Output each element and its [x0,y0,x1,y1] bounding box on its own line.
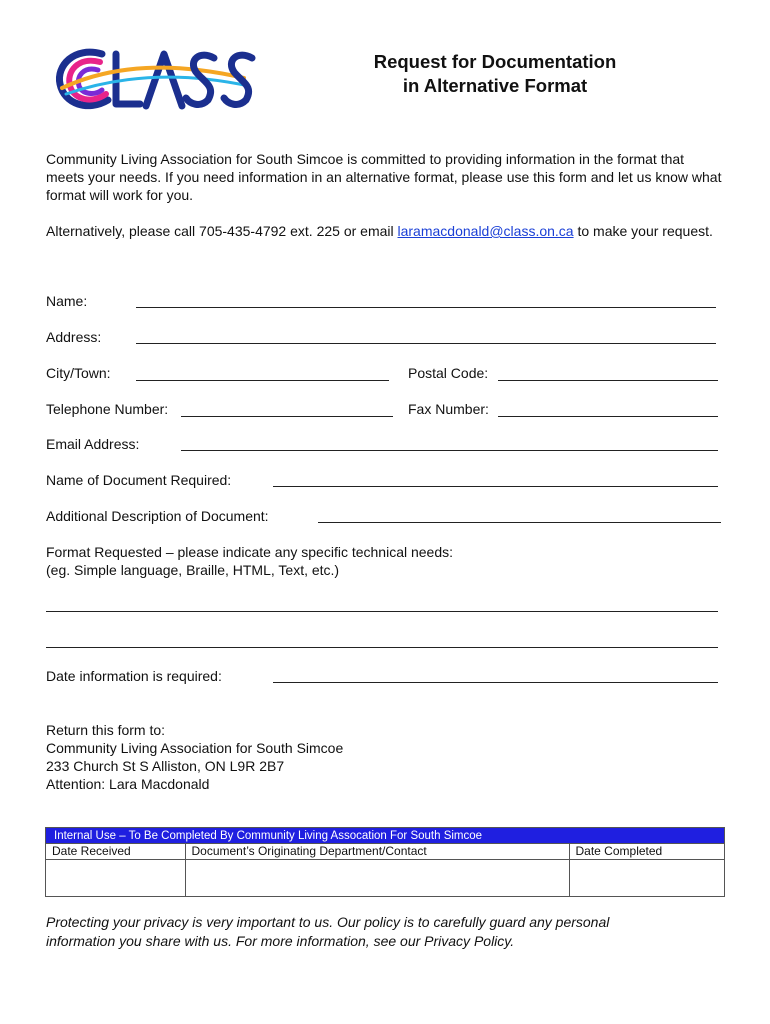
description-label: Additional Description of Document: [46,508,269,524]
title-line-1: Request for Documentation [373,51,617,72]
telephone-label: Telephone Number: [46,401,169,417]
format-line-2: (eg. Simple language, Braille, HTML, Text, etc.) [46,562,340,578]
document-name-label: Name of Document Required: [46,472,232,488]
date-received-cell[interactable] [46,859,185,896]
intro-paragraph: Community Living Association for South Simcoe is committed to providing information in the format that meets your needs. If you need information in an alternative format, please use this form and let us know what format will work for you. [46,151,722,203]
address-field[interactable] [136,343,716,344]
fax-label: Fax Number: [408,401,489,417]
postal-code-label: Postal Code: [408,365,489,381]
email-label: Email Address: [46,436,140,452]
internal-use-heading: Internal Use – To Be Completed By Community Living Assocation For South Simcoe [46,828,724,844]
city-label: City/Town: [46,365,111,381]
format-requested-note [46,543,453,579]
description-field[interactable] [318,522,721,523]
alternative-text-before: Alternatively, please call 705-435-4792 ext. 225 or email [46,223,398,239]
date-received-header: Date Received [46,844,185,859]
return-line-3: 233 Church St S Alliston, ON L9R 2B7 [46,758,285,774]
format-field-line-1[interactable] [46,611,718,612]
alternative-paragraph [46,222,726,240]
return-address [46,721,343,793]
name-label: Name: [46,293,88,309]
date-required-label: Date information is required: [46,668,222,684]
date-required-field[interactable] [273,682,718,683]
telephone-field[interactable] [181,416,393,417]
return-line-4: Attention: Lara Macdonald [46,776,210,792]
title-line-2: in Alternative Format [402,75,588,96]
email-field[interactable] [181,450,718,451]
document-name-field[interactable] [273,486,718,487]
class-logo [54,44,259,116]
alternative-text-after: to make your request. [573,223,713,239]
format-field-line-2[interactable] [46,647,718,648]
page-title [330,50,660,98]
format-line-1: Format Requested – please indicate any specific technical needs: [46,544,454,560]
privacy-note [46,913,726,951]
fax-field[interactable] [498,416,718,417]
privacy-line-2: information you share with us. For more information, see our Privacy Policy. [46,933,515,949]
name-field[interactable] [136,307,716,308]
privacy-line-1: Protecting your privacy is very important to us. Our policy is to carefully guard any personal [46,914,610,930]
postal-code-field[interactable] [498,380,718,381]
internal-use-table [45,827,725,897]
city-field[interactable] [136,380,389,381]
date-completed-header: Date Completed [575,844,663,858]
date-completed-cell[interactable] [569,859,724,896]
originating-department-header: Document’s Originating Department/Contact [185,844,569,859]
address-label: Address: [46,329,102,345]
return-line-1: Return this form to: [46,722,166,738]
return-line-2: Community Living Association for South Simcoe [46,740,344,756]
email-link[interactable]: laramacdonald@class.on.ca [397,223,574,239]
originating-department-cell[interactable] [185,859,569,896]
